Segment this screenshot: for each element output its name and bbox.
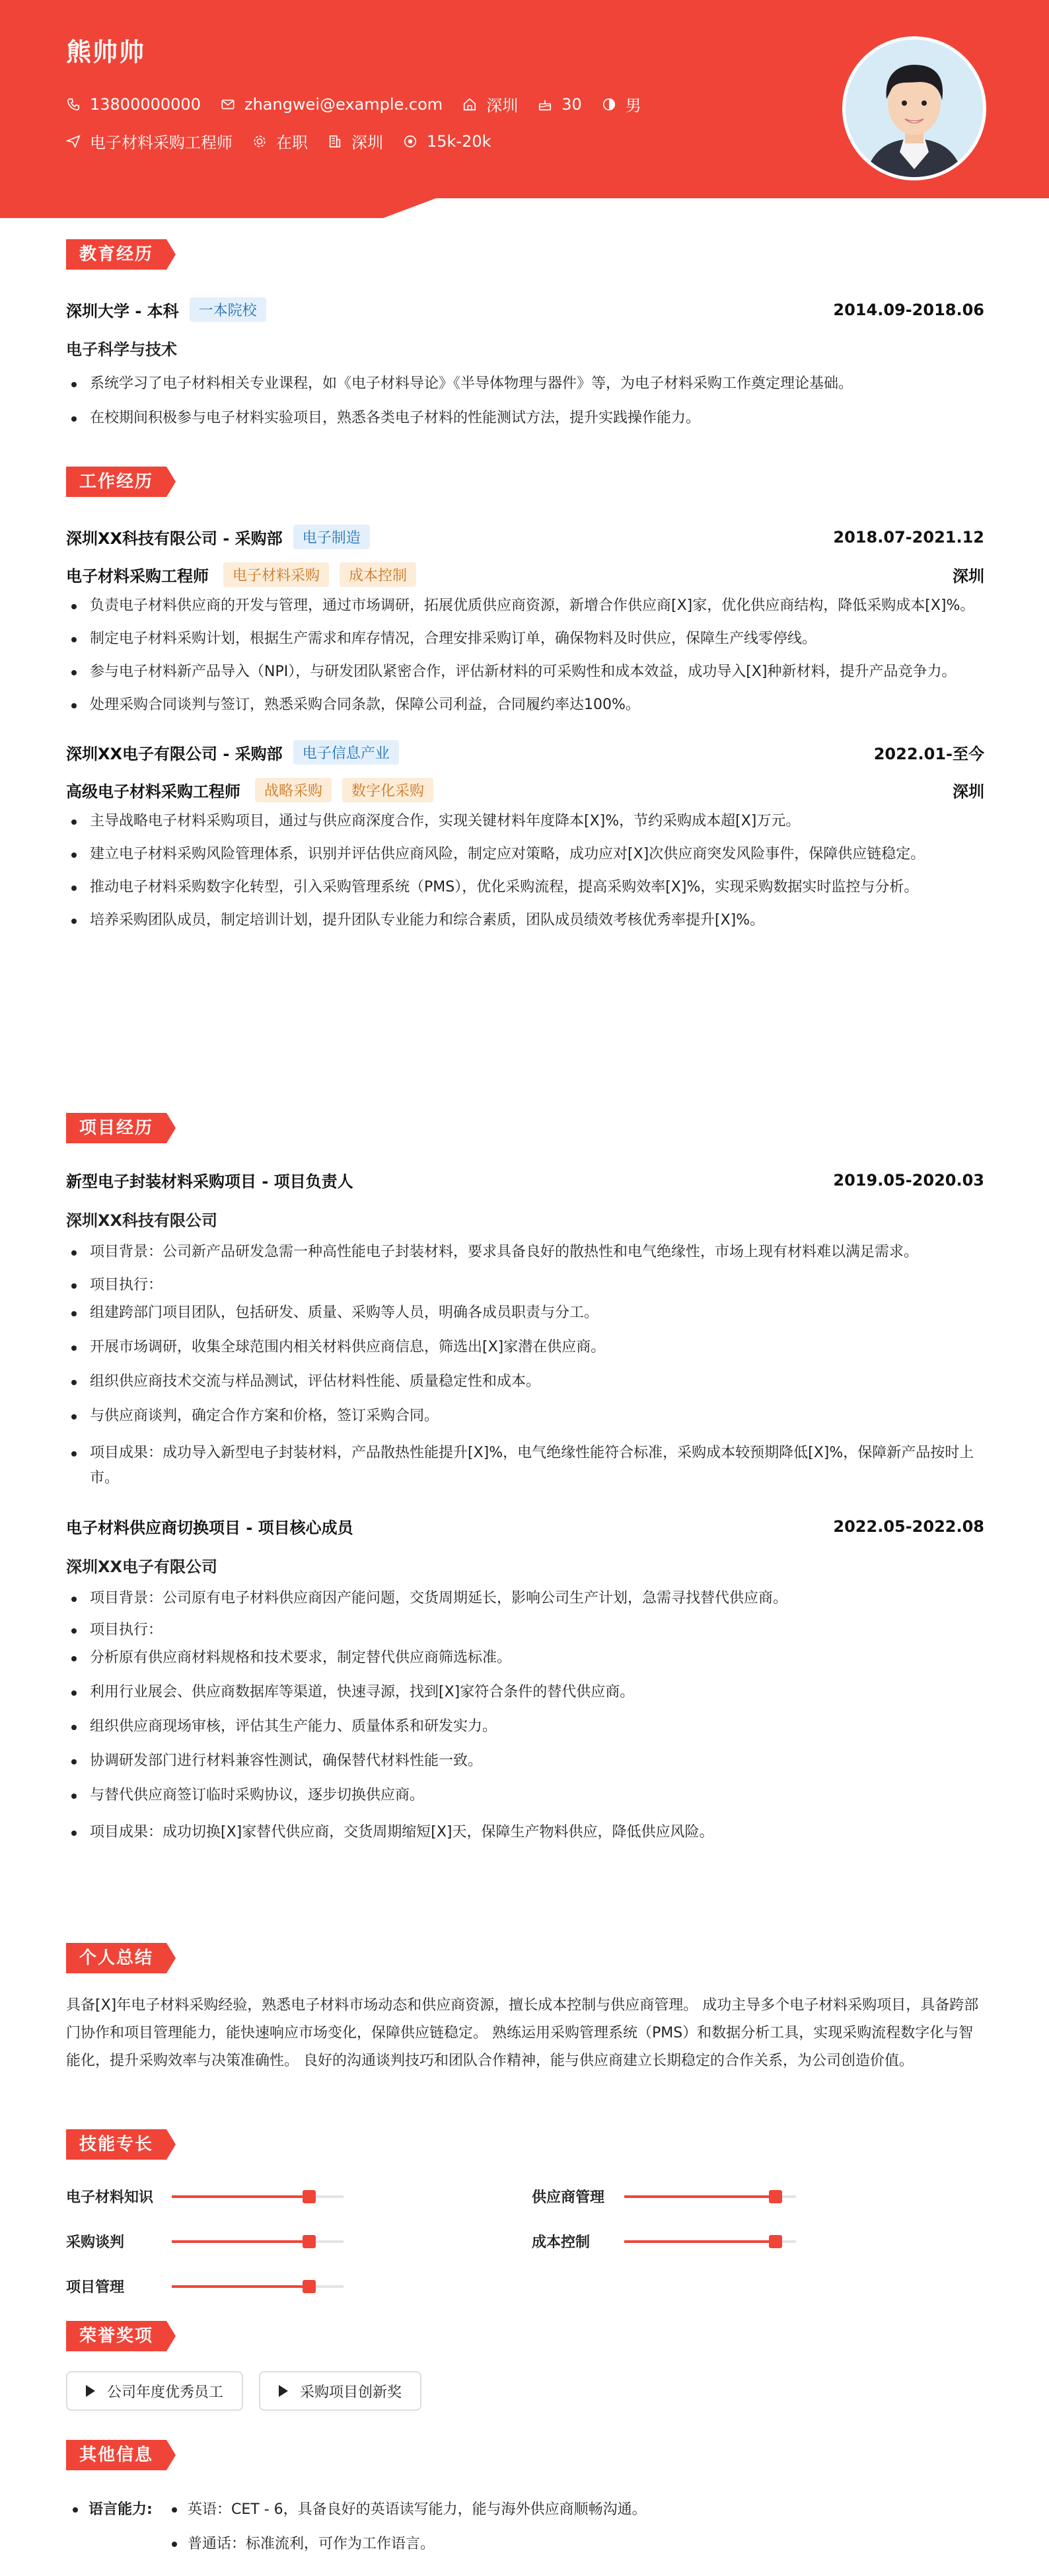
list-item: 项目背景：公司新产品研发急需一种高性能电子封装材料，要求具备良好的散热性和电气绝缘性，市场上现有材料难以满足需求。 — [66, 1240, 984, 1265]
avatar — [842, 36, 986, 180]
avatar-portrait — [846, 40, 983, 177]
company-name: 深圳XX科技有限公司 - 采购部 — [66, 529, 283, 548]
project-entry — [66, 1168, 984, 1192]
gender-icon — [602, 97, 616, 112]
awards-header — [66, 2321, 984, 2353]
list-item: 处理采购合同谈判与签订，熟悉采购合同条款，保障公司利益，合同履约率达100%。 — [66, 693, 984, 718]
phone-item — [66, 95, 201, 114]
industry-tag: 电子信息产业 — [293, 740, 399, 765]
section-title: 工作经历 — [66, 467, 166, 497]
target-job-item — [66, 130, 233, 153]
target-city-text: 深圳 — [351, 133, 383, 152]
skill-bar — [172, 2240, 344, 2243]
play-icon — [86, 2385, 95, 2397]
section-divider — [66, 2345, 984, 2347]
work-header — [66, 467, 984, 498]
section-divider — [66, 1137, 984, 1139]
resume-header — [0, 0, 1049, 218]
position-line — [66, 778, 984, 802]
home-icon — [462, 97, 477, 112]
list-item: 项目成果：成功切换[X]家替代供应商，交货周期缩短[X]天，保障生产物料供应，降低供应风险。 — [66, 1820, 984, 1845]
list-item: 培养采购团队成员，制定培训计划，提升团队专业能力和综合素质，团队成员绩效考核优秀率提升[X]%。 — [66, 908, 984, 933]
award-item — [259, 2371, 421, 2411]
skill-knob — [303, 2190, 316, 2203]
list-item: 项目成果：成功导入新型电子封装材料，产品散热性能提升[X]%，电气绝缘性能符合标准，采购成本较预期降低[X]%，保障新产品按时上市。 — [66, 1441, 984, 1491]
section-title: 其他信息 — [66, 2440, 166, 2470]
candidate-name: 熊帅帅 — [66, 38, 146, 67]
skill-knob — [303, 2235, 316, 2248]
skill-knob — [769, 2235, 782, 2248]
list-item: 开展市场调研，收集全球范围内相关材料供应商信息，筛选出[X]家潜在供应商。 — [66, 1335, 984, 1360]
location-text: 深圳 — [486, 96, 519, 115]
language-block — [66, 2498, 984, 2559]
section-divider — [66, 2154, 984, 2155]
skill-name: 供应商管理 — [532, 2189, 605, 2206]
gear-icon — [252, 134, 267, 149]
other-section — [66, 2440, 984, 2572]
skill-name: 采购谈判 — [66, 2234, 125, 2251]
skill-name: 电子材料知识 — [66, 2189, 154, 2206]
bullet-dot — [73, 2507, 78, 2513]
skill-tag: 战略采购 — [255, 778, 332, 802]
building-icon — [328, 134, 342, 149]
major: 电子科学与技术 — [66, 340, 177, 359]
list-item: 建立电子材料采购风险管理体系，识别并评估供应商风险，制定应对策略，成功应对[X]次供应商突发风险事件，保障供应链稳定。 — [66, 842, 984, 867]
language-label: 语言能力: — [89, 2501, 153, 2518]
skill-fill — [172, 2240, 309, 2243]
skill-fill — [624, 2195, 776, 2198]
awards-section — [66, 2321, 984, 2413]
skill-knob — [769, 2190, 782, 2203]
project-date: 2019.05-2020.03 — [833, 1170, 984, 1190]
skill-knob — [303, 2280, 316, 2293]
job-city: 深圳 — [953, 567, 984, 586]
skill-tag: 数字化采购 — [342, 778, 433, 802]
bullet-dot — [172, 2542, 177, 2547]
job-city: 深圳 — [953, 782, 984, 801]
project-name: 新型电子封装材料采购项目 - 项目负责人 — [66, 1172, 353, 1191]
list-item: 分析原有供应商材料规格和技术要求，制定替代供应商筛选标准。 — [66, 1646, 984, 1671]
target-city-item — [328, 130, 383, 153]
list-item: 系统学习了电子材料相关专业课程，如《电子材料导论》《半导体物理与器件》等，为电子材料采购工作奠定理论基础。 — [66, 371, 984, 397]
project-name: 电子材料供应商切换项目 - 项目核心成员 — [66, 1519, 353, 1537]
section-title: 项目经历 — [66, 1113, 166, 1143]
job-intent-row — [66, 130, 511, 153]
project-bullets — [66, 1240, 984, 1491]
list-item: 项目执行： — [66, 1618, 984, 1643]
education-section — [66, 239, 984, 431]
skill-name: 成本控制 — [532, 2234, 591, 2251]
send-icon — [66, 134, 81, 149]
project-entry — [66, 1515, 984, 1538]
section-title: 技能专长 — [66, 2129, 166, 2160]
list-item: 项目执行： — [66, 1273, 984, 1298]
summary-text: 具备[X]年电子材料采购经验，熟悉电子材料市场动态和供应商资源，擅长成本控制与供应商管理。 成功主导多个电子材料采购项目，具备跨部门协作和项目管理能力，能快速响应市场变化，保障供应链稳定。 熟练运用采购管理系统（PMS）和数据分析工具，实现采购流程数字化与智能化，提升采购效率与决策准确性。 良好的沟通谈判技巧和团队合作精神，能与供应商建立长期稳定的合作关系，为公司创造价值。 — [66, 1997, 979, 2069]
skill-bar — [624, 2195, 796, 2198]
age-text: 30 — [561, 95, 582, 114]
contact-row — [66, 93, 661, 116]
money-icon — [403, 134, 417, 149]
gender-item — [602, 93, 641, 116]
salary-item — [403, 132, 491, 151]
project-bullets — [66, 1586, 984, 1845]
list-item: 协调研发部门进行材料兼容性测试，确保替代材料性能一致。 — [66, 1749, 984, 1774]
gender-text: 男 — [625, 96, 641, 115]
job-bullets — [66, 593, 984, 718]
education-header — [66, 239, 984, 271]
list-item: 制定电子材料采购计划，根据生产需求和库存情况，合理安排采购订单，确保物料及时供应，保障生产线零停线。 — [66, 626, 984, 652]
language-mandarin: 普通话：标准流利，可作为工作语言。 — [188, 2536, 435, 2552]
project-company: 深圳XX电子有限公司 — [66, 1558, 218, 1576]
job-date: 2018.07-2021.12 — [833, 527, 984, 547]
list-item: 项目背景：公司原有电子材料供应商因产能问题，交货周期延长，影响公司生产计划，急需寻找替代供应商。 — [66, 1586, 984, 1611]
school-tag: 一本院校 — [190, 297, 266, 322]
cake-icon — [538, 97, 552, 112]
section-divider — [66, 491, 984, 492]
skill-bar — [624, 2240, 796, 2243]
target-job-text: 电子材料采购工程师 — [90, 133, 233, 152]
mail-icon — [221, 97, 235, 112]
job-entry — [66, 740, 984, 765]
skills-section — [66, 2129, 984, 2301]
email-text: zhangwei@example.com — [244, 95, 443, 114]
skill-tag: 成本控制 — [340, 562, 416, 587]
company-name: 深圳XX电子有限公司 - 采购部 — [66, 745, 283, 763]
work-section — [66, 467, 984, 933]
list-item: 在校期间积极参与电子材料实验项目，熟悉各类电子材料的性能测试方法，提升实践操作能力。 — [66, 406, 984, 431]
award-item — [66, 2371, 243, 2411]
projects-header — [66, 1113, 984, 1145]
status-item — [252, 130, 308, 153]
list-item: 推动电子材料采购数字化转型，引入采购管理系统（PMS），优化采购流程，提高采购效率[X]%，实现采购数据实时监控与分析。 — [66, 875, 984, 900]
summary-header — [66, 1943, 984, 1975]
education-bullets — [66, 371, 984, 431]
education-date: 2014.09-2018.06 — [833, 300, 984, 319]
age-item — [538, 95, 582, 114]
list-item: 与供应商谈判，确定合作方案和价格，签订采购合同。 — [66, 1404, 984, 1429]
salary-text: 15k-20k — [427, 132, 491, 151]
job-bullets — [66, 809, 984, 933]
skill-item — [66, 2231, 124, 2252]
list-item: 组织供应商技术交流与样品测试，评估材料性能、质量稳定性和成本。 — [66, 1369, 984, 1394]
email-item — [221, 95, 443, 114]
projects-section — [66, 1113, 984, 1845]
section-title: 教育经历 — [66, 239, 166, 270]
skill-fill — [172, 2195, 309, 2198]
job-date: 2022.01-至今 — [873, 745, 984, 763]
section-divider — [66, 1967, 984, 1969]
list-item: 参与电子材料新产品导入（NPI），与研发团队紧密合作，评估新材料的可采购性和成本效益，成功导入[X]种新材料，提升产品竞争力。 — [66, 660, 984, 685]
language-row — [66, 2532, 984, 2559]
skill-fill — [172, 2285, 309, 2288]
skills-header — [66, 2129, 984, 2161]
list-item: 组织供应商现场审核，评估其生产能力、质量体系和研发实力。 — [66, 1714, 984, 1739]
location-item — [462, 93, 518, 116]
skill-item — [532, 2231, 590, 2252]
phone-text: 13800000000 — [90, 95, 201, 114]
skill-item — [66, 2276, 124, 2296]
phone-icon — [66, 97, 81, 112]
list-item: 与替代供应商签订临时采购协议，逐步切换供应商。 — [66, 1783, 984, 1808]
skill-name: 项目管理 — [66, 2279, 125, 2296]
list-item: 主导战略电子材料采购项目，通过与供应商深度合作，实现关键材料年度降本[X]%，节约采购成本超[X]万元。 — [66, 809, 984, 834]
play-icon — [279, 2385, 288, 2397]
section-title: 个人总结 — [66, 1943, 166, 1973]
section-divider — [66, 264, 984, 265]
project-date: 2022.05-2022.08 — [833, 1517, 984, 1536]
industry-tag: 电子制造 — [293, 525, 370, 549]
skill-tag: 电子材料采购 — [223, 562, 329, 587]
language-english: 英语：CET - 6，具备良好的英语读写能力，能与海外供应商顺畅沟通。 — [188, 2501, 647, 2518]
skill-bar — [172, 2285, 344, 2288]
award-label: 公司年度优秀员工 — [107, 2384, 224, 2401]
skill-item — [66, 2186, 153, 2207]
school-name: 深圳大学 - 本科 — [66, 302, 179, 321]
skill-bar — [172, 2195, 344, 2198]
language-row — [66, 2498, 984, 2524]
bullet-dot — [172, 2507, 177, 2513]
position-title: 电子材料采购工程师 — [66, 567, 209, 586]
position-title: 高级电子材料采购工程师 — [66, 782, 240, 801]
list-item: 组建跨部门项目团队，包括研发、质量、采购等人员，明确各成员职责与分工。 — [66, 1301, 984, 1326]
list-item: 利用行业展会、供应商数据库等渠道，快速寻源，找到[X]家符合条件的替代供应商。 — [66, 1680, 984, 1705]
section-divider — [66, 2464, 984, 2466]
position-line — [66, 562, 984, 587]
section-title: 荣誉奖项 — [66, 2321, 166, 2351]
education-entry — [66, 297, 984, 322]
project-company: 深圳XX科技有限公司 — [66, 1211, 218, 1230]
skill-fill — [624, 2240, 776, 2243]
summary-section — [66, 1943, 984, 2075]
status-text: 在职 — [276, 133, 308, 152]
award-label: 采购项目创新奖 — [300, 2384, 402, 2401]
list-item: 负责电子材料供应商的开发与管理，通过市场调研，拓展优质供应商资源，新增合作供应商[X]家，优化供应商结构，降低采购成本[X]%。 — [66, 593, 984, 619]
job-entry — [66, 525, 984, 549]
skill-item — [532, 2186, 604, 2207]
other-header — [66, 2440, 984, 2472]
